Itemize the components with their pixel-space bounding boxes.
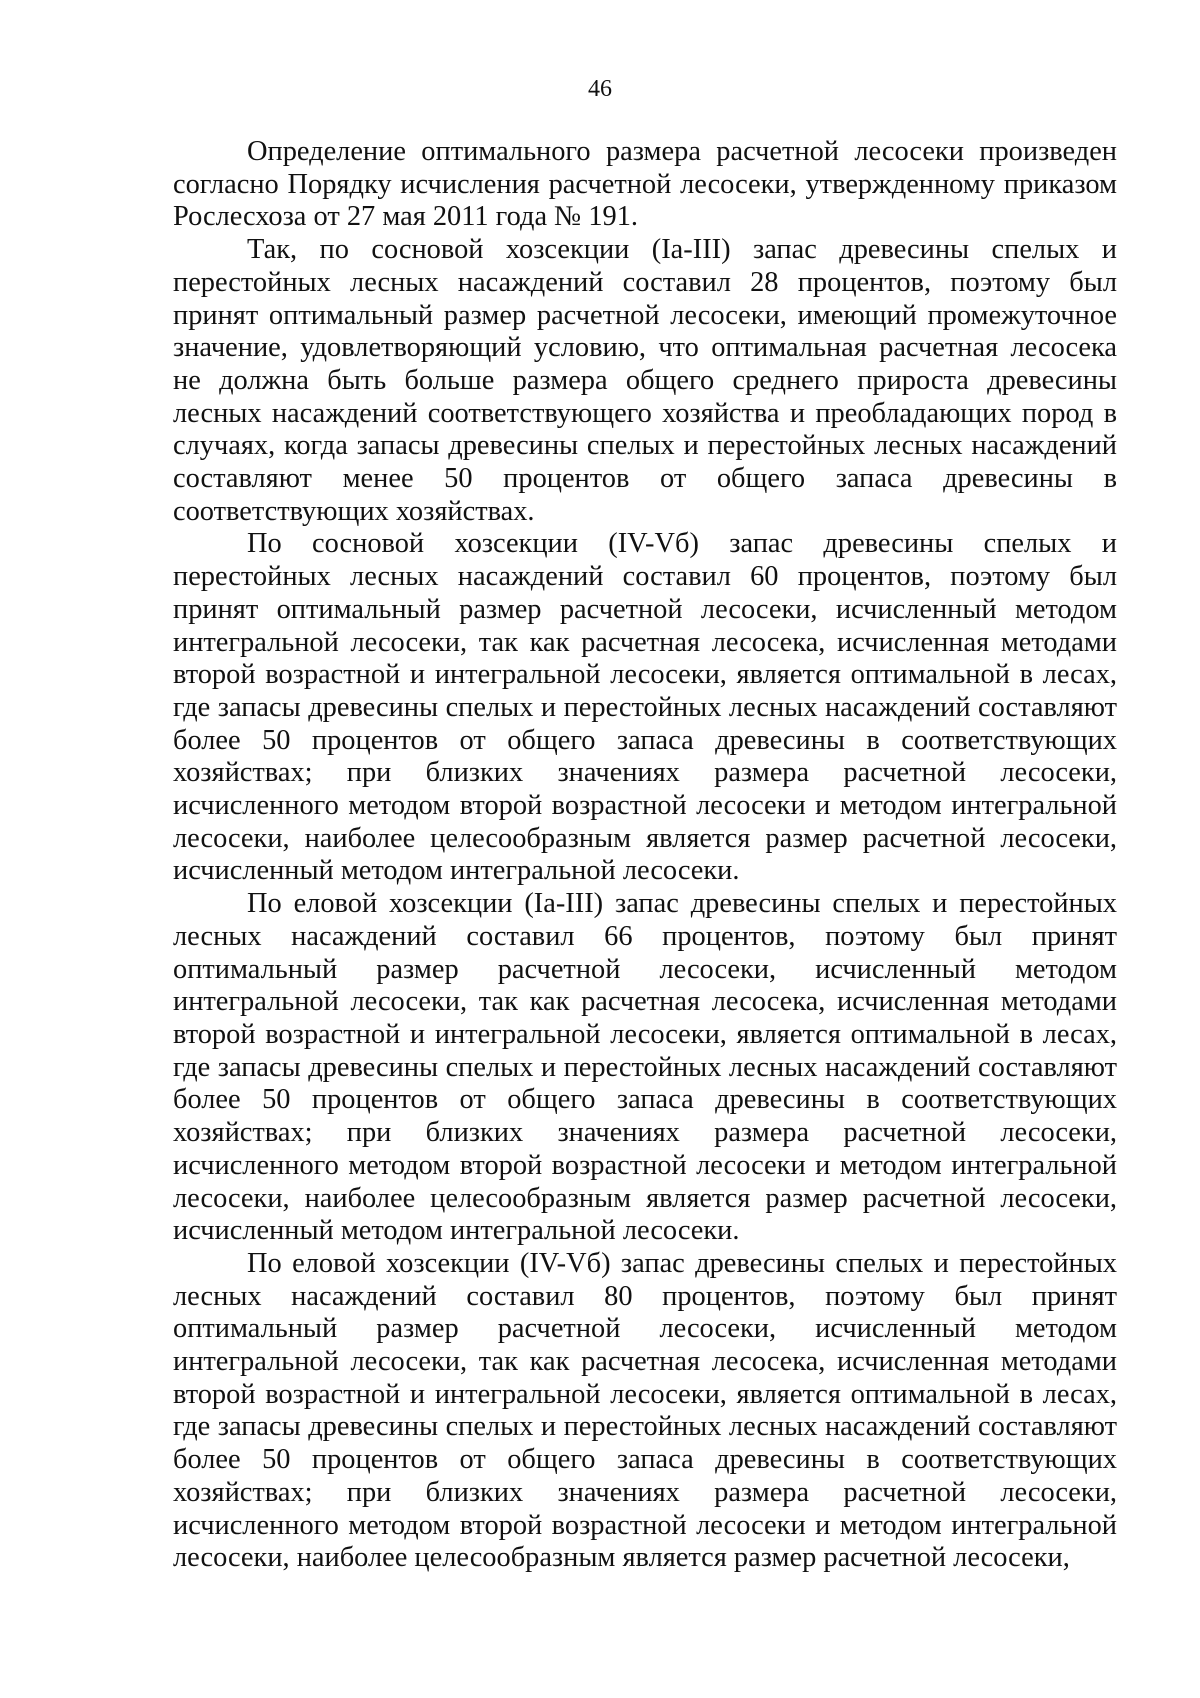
paragraph-spruce-ia-iii: По еловой хозсекции (Iа-III) запас древесины спелых и перестойных лесных насаждений составил 66 процентов, поэтому был принят оптимальный размер расчетной лесосеки, исчисленный методом интегральной лесосеки, так как расчетная лесосека, исчисленная методами второй возрастной и интегральной лесосеки, является оптимальной в лесах, где запасы древесины спелых и перестойных лесных насаждений составляют более 50 процентов от общего запаса древесины в соответствующих хозяйствах; при близких значениях размера расчетной лесосеки, исчисленного методом второй возрастной лесосеки и методом интегральной лесосеки, наиболее целесообразным является размер расчетной лесосеки, исчисленный методом интегральной лесосеки. xyxy=(173,888,1117,1247)
paragraph-pine-iv-vb: По сосновой хозсекции (IV-Vб) запас древесины спелых и перестойных лесных насаждений составил 60 процентов, поэтому был принят оптимальный размер расчетной лесосеки, исчисленный методом интегральной лесосеки, так как расчетная лесосека, исчисленная методами второй возрастной и интегральной лесосеки, является оптимальной в лесах, где запасы древесины спелых и перестойных лесных насаждений составляют более 50 процентов от общего запаса древесины в соответствующих хозяйствах; при близких значениях размера расчетной лесосеки, исчисленного методом второй возрастной лесосеки и методом интегральной лесосеки, наиболее целесообразным является размер расчетной лесосеки, исчисленный методом интегральной лесосеки. xyxy=(173,528,1117,887)
paragraph-intro: Определение оптимального размера расчетной лесосеки произведен согласно Порядку исчисления расчетной лесосеки, утвержденному приказом Рослесхоза от 27 мая 2011 года № 191. xyxy=(173,136,1117,233)
page-number: 46 xyxy=(588,76,612,102)
paragraph-spruce-iv-vb: По еловой хозсекции (IV-Vб) запас древесины спелых и перестойных лесных насаждений составил 80 процентов, поэтому был принят оптимальный размер расчетной лесосеки, исчисленный методом интегральной лесосеки, так как расчетная лесосека, исчисленная методами второй возрастной и интегральной лесосеки, является оптимальной в лесах, где запасы древесины спелых и перестойных лесных насаждений составляют более 50 процентов от общего запаса древесины в соответствующих хозяйствах; при близких значениях размера расчетной лесосеки, исчисленного методом второй возрастной лесосеки и методом интегральной лесосеки, наиболее целесообразным является размер расчетной лесосеки, xyxy=(173,1247,1117,1574)
document-body xyxy=(173,136,1117,1575)
paragraph-pine-ia-iii: Так, по сосновой хозсекции (Iа-III) запас древесины спелых и перестойных лесных насаждений составил 28 процентов, поэтому был принят оптимальный размер расчетной лесосеки, имеющий промежуточное значение, удовлетворяющий условию, что оптимальная расчетная лесосека не должна быть больше размера общего среднего прироста древесины лесных насаждений соответствующего хозяйства и преобладающих пород в случаях, когда запасы древесины спелых и перестойных лесных насаждений составляют менее 50 процентов от общего запаса древесины в соответствующих хозяйствах. xyxy=(173,234,1117,527)
